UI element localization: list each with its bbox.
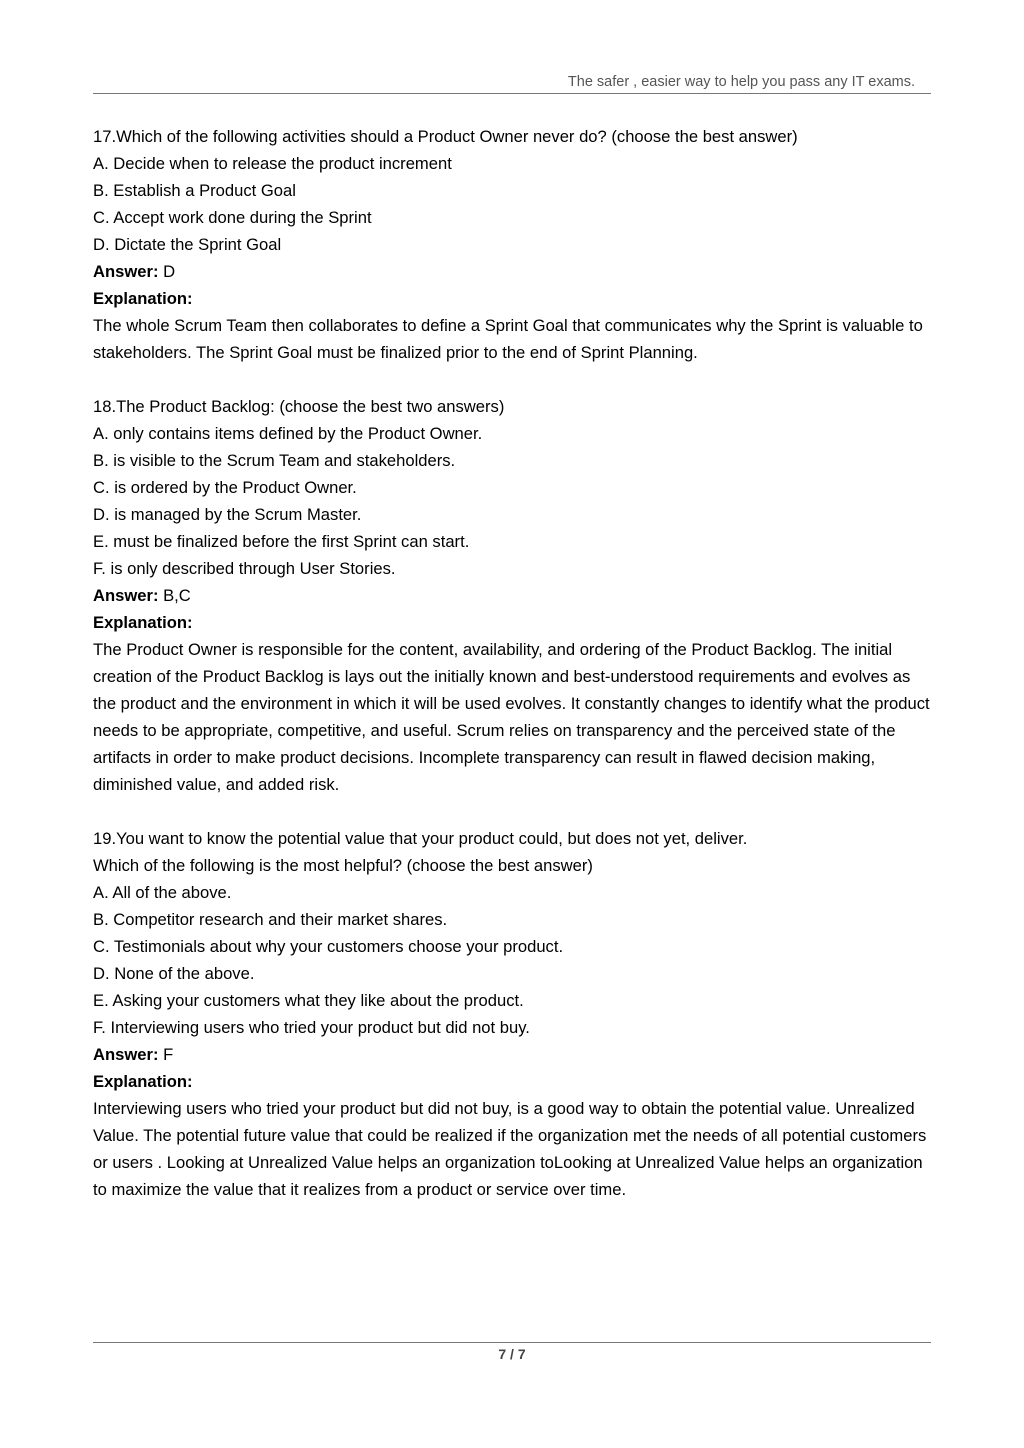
option-f: F. is only described through User Stories. xyxy=(93,559,396,578)
header-divider xyxy=(93,93,931,94)
option-d: D. Dictate the Sprint Goal xyxy=(93,235,282,254)
option-d: D. is managed by the Scrum Master. xyxy=(93,505,362,524)
answer-value: D xyxy=(158,262,176,281)
answer-label: Answer: xyxy=(93,586,159,605)
answer-value: F xyxy=(158,1045,174,1064)
option-a: A. only contains items defined by the Product Owner. xyxy=(93,424,483,443)
question-block-19 xyxy=(93,825,933,1203)
spacer xyxy=(93,366,933,393)
question-block-17 xyxy=(93,123,933,366)
explanation-text: The Product Owner is responsible for the content, availability, and ordering of the Product Backlog. The initial creation of the Product Backlog is lays out the initially known and best-understood requirements and evolves as the product and the environment in which it will be used evolves. It constantly changes to identify what the product needs to be appropriate, competitive, and useful. Scrum relies on transparency and the perceived state of the artifacts in order to make product decisions. Incomplete transparency can result in flawed decision making, diminished value, and added risk. xyxy=(93,640,930,794)
question-text-line-2: Which of the following is the most helpful? (choose the best answer) xyxy=(93,856,593,875)
explanation-text: Interviewing users who tried your product but did not buy, is a good way to obtain the potential value. Unrealized Value. The potential future value that could be realized if the organization met the needs of all potential customers or users . Looking at Unrealized Value helps an organization toLooking at Unrealized Value helps an organization to maximize the value that it realizes from a product or service over time. xyxy=(93,1099,927,1199)
option-d: D. None of the above. xyxy=(93,964,255,983)
question-block-18 xyxy=(93,393,933,798)
answer-line xyxy=(93,258,933,285)
option-a: A. Decide when to release the product increment xyxy=(93,154,452,173)
option-e: E. Asking your customers what they like about the product. xyxy=(93,991,524,1010)
explanation-text: The whole Scrum Team then collaborates to define a Sprint Goal that communicates why the Sprint is valuable to stakeholders. The Sprint Goal must be finalized prior to the end of Sprint Planning. xyxy=(93,316,923,362)
page-number: 7 / 7 xyxy=(498,1346,526,1362)
option-b: B. Establish a Product Goal xyxy=(93,181,296,200)
answer-value: B,C xyxy=(158,586,191,605)
spacer xyxy=(93,798,933,825)
option-c: C. Accept work done during the Sprint xyxy=(93,208,372,227)
option-c: C. Testimonials about why your customers choose your product. xyxy=(93,937,564,956)
explanation-label: Explanation: xyxy=(93,1072,193,1091)
header-tagline: The safer , easier way to help you pass any IT exams. xyxy=(567,74,915,90)
explanation-label: Explanation: xyxy=(93,289,193,308)
option-f: F. Interviewing users who tried your product but did not buy. xyxy=(93,1018,530,1037)
answer-line xyxy=(93,1041,933,1068)
answer-line xyxy=(93,582,933,609)
question-text: 17.Which of the following activities should a Product Owner never do? (choose the best answer) xyxy=(93,127,798,146)
answer-label: Answer: xyxy=(93,1045,159,1064)
question-text: 18.The Product Backlog: (choose the best two answers) xyxy=(93,397,505,416)
option-b: B. Competitor research and their market shares. xyxy=(93,910,448,929)
question-text: 19.You want to know the potential value that your product could, but does not yet, deliver. xyxy=(93,829,748,848)
option-c: C. is ordered by the Product Owner. xyxy=(93,478,357,497)
option-a: A. All of the above. xyxy=(93,883,232,902)
explanation-label: Explanation: xyxy=(93,613,193,632)
page-content xyxy=(93,123,933,1203)
option-b: B. is visible to the Scrum Team and stakeholders. xyxy=(93,451,456,470)
answer-label: Answer: xyxy=(93,262,159,281)
footer-divider xyxy=(93,1342,931,1343)
option-e: E. must be finalized before the first Sprint can start. xyxy=(93,532,470,551)
